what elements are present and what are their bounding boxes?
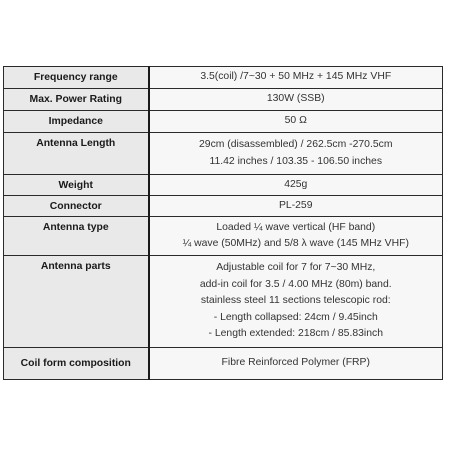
spec-value-line: Fibre Reinforced Polymer (FRP) bbox=[221, 357, 370, 369]
table-row bbox=[4, 133, 443, 175]
spec-value-line: Adjustable coil for 7 for 7~30 MHz, bbox=[216, 262, 376, 274]
spec-value-antenna-parts bbox=[149, 256, 443, 348]
spec-value-antenna-length bbox=[149, 133, 443, 175]
table-row bbox=[4, 89, 443, 111]
spec-value-line: - Length collapsed: 24cm / 9.45inch bbox=[213, 311, 378, 323]
spec-label-max-power-rating: Max. Power Rating bbox=[4, 89, 149, 111]
spec-value-coil-form-composition bbox=[149, 348, 443, 380]
spec-value-weight bbox=[149, 175, 443, 196]
spec-label-coil-form-composition: Coil form composition bbox=[4, 348, 149, 380]
table-row bbox=[4, 111, 443, 133]
table-row bbox=[4, 217, 443, 256]
spec-value-line: - Length extended: 218cm / 85.83inch bbox=[208, 328, 383, 340]
spec-label-connector: Connector bbox=[4, 196, 149, 217]
spec-value-connector bbox=[149, 196, 443, 217]
spec-label-antenna-length: Antenna Length bbox=[4, 133, 149, 175]
spec-value-antenna-type bbox=[149, 217, 443, 256]
spec-value-line: ¼ wave (50MHz) and 5/8 λ wave (145 MHz VHF) bbox=[182, 238, 409, 249]
table-row bbox=[4, 196, 443, 217]
spec-value-line: PL-259 bbox=[278, 199, 313, 211]
spec-label-frequency-range: Frequency range bbox=[4, 67, 149, 89]
table-row bbox=[4, 348, 443, 380]
spec-label-impedance: Impedance bbox=[4, 111, 149, 133]
spec-label-weight: Weight bbox=[4, 175, 149, 196]
spec-label-antenna-type: Antenna type bbox=[4, 217, 149, 256]
table-row bbox=[4, 67, 443, 89]
spec-value-line: add-in coil for 3.5 / 4.00 MHz (80m) band. bbox=[199, 278, 392, 290]
spec-value-impedance bbox=[149, 111, 443, 133]
spec-value-line: 3.5(coil) /7~30 + 50 MHz + 145 MHz VHF bbox=[200, 71, 392, 83]
spec-value-max-power-rating bbox=[149, 89, 443, 111]
antenna-spec-table bbox=[3, 66, 443, 380]
spec-value-line: 425g bbox=[284, 178, 308, 190]
spec-value-line: 29cm (disassembled) / 262.5cm -270.5cm bbox=[199, 139, 393, 151]
spec-value-frequency-range bbox=[149, 67, 443, 89]
spec-value-line: 130W (SSB) bbox=[266, 93, 325, 105]
spec-value-line: 11.42 inches / 103.35 - 106.50 inches bbox=[209, 155, 383, 167]
table-row bbox=[4, 256, 443, 348]
table-row bbox=[4, 175, 443, 196]
spec-label-antenna-parts: Antenna parts bbox=[4, 256, 149, 348]
spec-value-line: Loaded ¼ wave vertical (HF band) bbox=[216, 221, 376, 233]
spec-value-line: 50 Ω bbox=[284, 115, 307, 127]
spec-value-line: stainless steel 11 sections telescopic rod: bbox=[200, 295, 391, 307]
